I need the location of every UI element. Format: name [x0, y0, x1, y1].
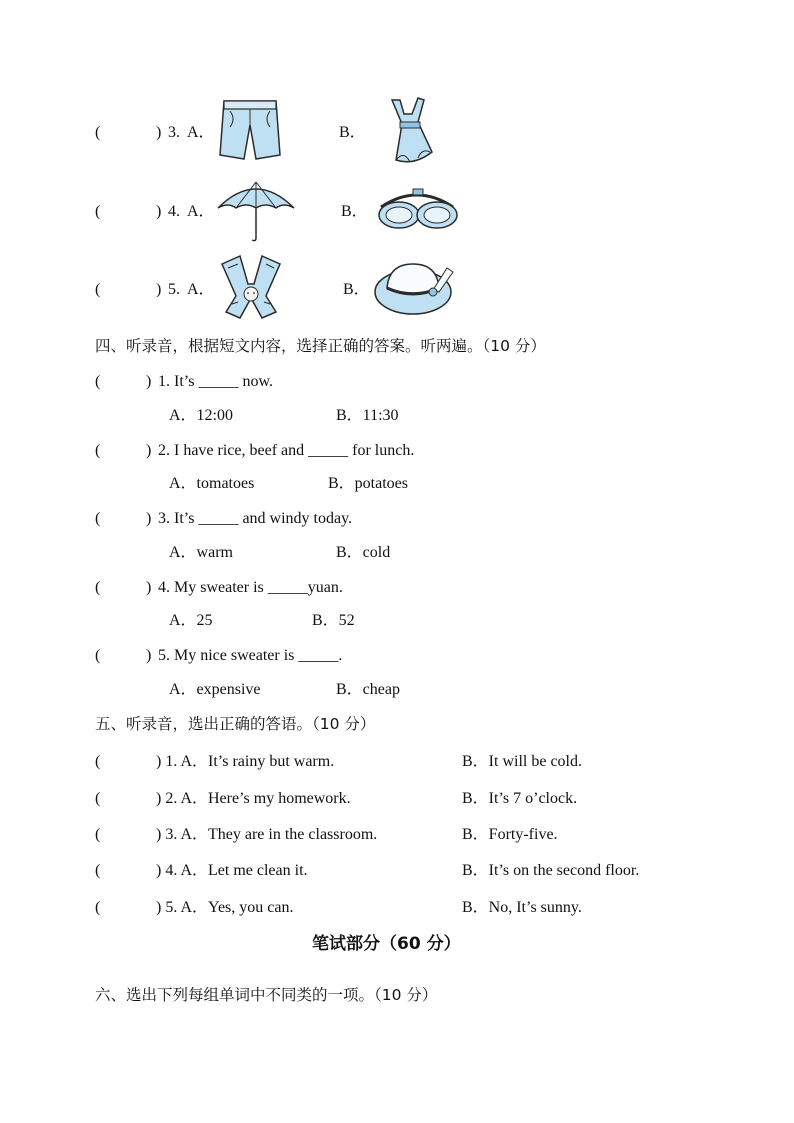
question-option-a: ) 4. A．Let me clean it. — [156, 862, 308, 879]
answer-paren-close: ) — [146, 442, 152, 459]
option-a-label: A． — [187, 203, 215, 220]
option-b-label: B． — [339, 124, 366, 141]
question-text: 1. It’s _____ now. — [158, 373, 273, 390]
option-a: A．tomatoes — [169, 475, 255, 492]
option-a-label: A． — [187, 281, 215, 298]
answer-paren-close: ) — [146, 373, 152, 390]
question-option-a: ) 5. A．Yes, you can. — [156, 899, 294, 916]
option-a: A．warm — [169, 544, 233, 561]
option-b: B．cold — [336, 544, 391, 561]
question-text: 3. It’s _____ and windy today. — [158, 510, 353, 527]
option-b: B．Forty-five. — [462, 826, 558, 843]
section-6-title: 六、选出下列每组单词中不同类的一项。（10 分） — [95, 986, 438, 1004]
option-a-label: A． — [187, 124, 215, 141]
section-5-title: 五、听录音，选出正确的答语。（10 分） — [95, 715, 376, 733]
question-text: 4. My sweater is _____yuan. — [158, 579, 343, 596]
option-b: B．No, It’s sunny. — [462, 899, 582, 916]
answer-paren-open: ( — [95, 442, 101, 459]
option-b: B．It’s 7 o’clock. — [462, 790, 578, 807]
written-part-heading: 笔试部分（60 分） — [312, 934, 461, 954]
answer-paren-open: ( — [95, 203, 101, 220]
answer-paren-open: ( — [95, 790, 101, 807]
scarf-icon — [218, 254, 284, 320]
option-b-label: B． — [341, 203, 368, 220]
option-b: B．52 — [312, 612, 355, 629]
option-b: B．It will be cold. — [462, 753, 582, 770]
option-b-label: B． — [343, 281, 370, 298]
answer-paren-close: ) — [146, 579, 152, 596]
answer-paren-open: ( — [95, 579, 101, 596]
question-number: 5. — [168, 281, 180, 298]
answer-paren-open: ( — [95, 899, 101, 916]
question-option-a: ) 1. A．It’s rainy but warm. — [156, 753, 335, 770]
answer-paren-close: ) — [146, 510, 152, 527]
answer-paren-open: ( — [95, 510, 101, 527]
question-text: 5. My nice sweater is _____. — [158, 647, 343, 664]
sun-hat-icon — [373, 258, 457, 318]
umbrella-icon — [216, 178, 296, 242]
answer-paren-open: ( — [95, 862, 101, 879]
answer-paren-close: ) — [156, 124, 162, 141]
shorts-icon — [218, 97, 282, 163]
answer-paren-open: ( — [95, 826, 101, 843]
answer-paren-open: ( — [95, 647, 101, 664]
option-a: A．expensive — [169, 681, 261, 698]
option-b: B．11:30 — [336, 407, 399, 424]
section-4-title: 四、听录音，根据短文内容，选择正确的答案。听两遍。（10 分） — [95, 337, 546, 355]
question-number: 4. — [168, 203, 180, 220]
sunglasses-icon — [375, 185, 459, 233]
question-option-a: ) 2. A．Here’s my homework. — [156, 790, 351, 807]
answer-paren-open: ( — [95, 124, 101, 141]
answer-paren-close: ) — [146, 647, 152, 664]
question-option-a: ) 3. A．They are in the classroom. — [156, 826, 378, 843]
answer-paren-open: ( — [95, 281, 101, 298]
option-b: B．potatoes — [328, 475, 408, 492]
answer-paren-close: ) — [156, 203, 162, 220]
answer-paren-open: ( — [95, 753, 101, 770]
option-b: B．It’s on the second floor. — [462, 862, 640, 879]
option-b: B．cheap — [336, 681, 400, 698]
option-a: A．25 — [169, 612, 213, 629]
question-number: 3. — [168, 124, 180, 141]
question-text: 2. I have rice, beef and _____ for lunch. — [158, 442, 415, 459]
option-a: A．12:00 — [169, 407, 234, 424]
answer-paren-close: ) — [156, 281, 162, 298]
answer-paren-open: ( — [95, 373, 101, 390]
dress-icon — [374, 96, 446, 168]
